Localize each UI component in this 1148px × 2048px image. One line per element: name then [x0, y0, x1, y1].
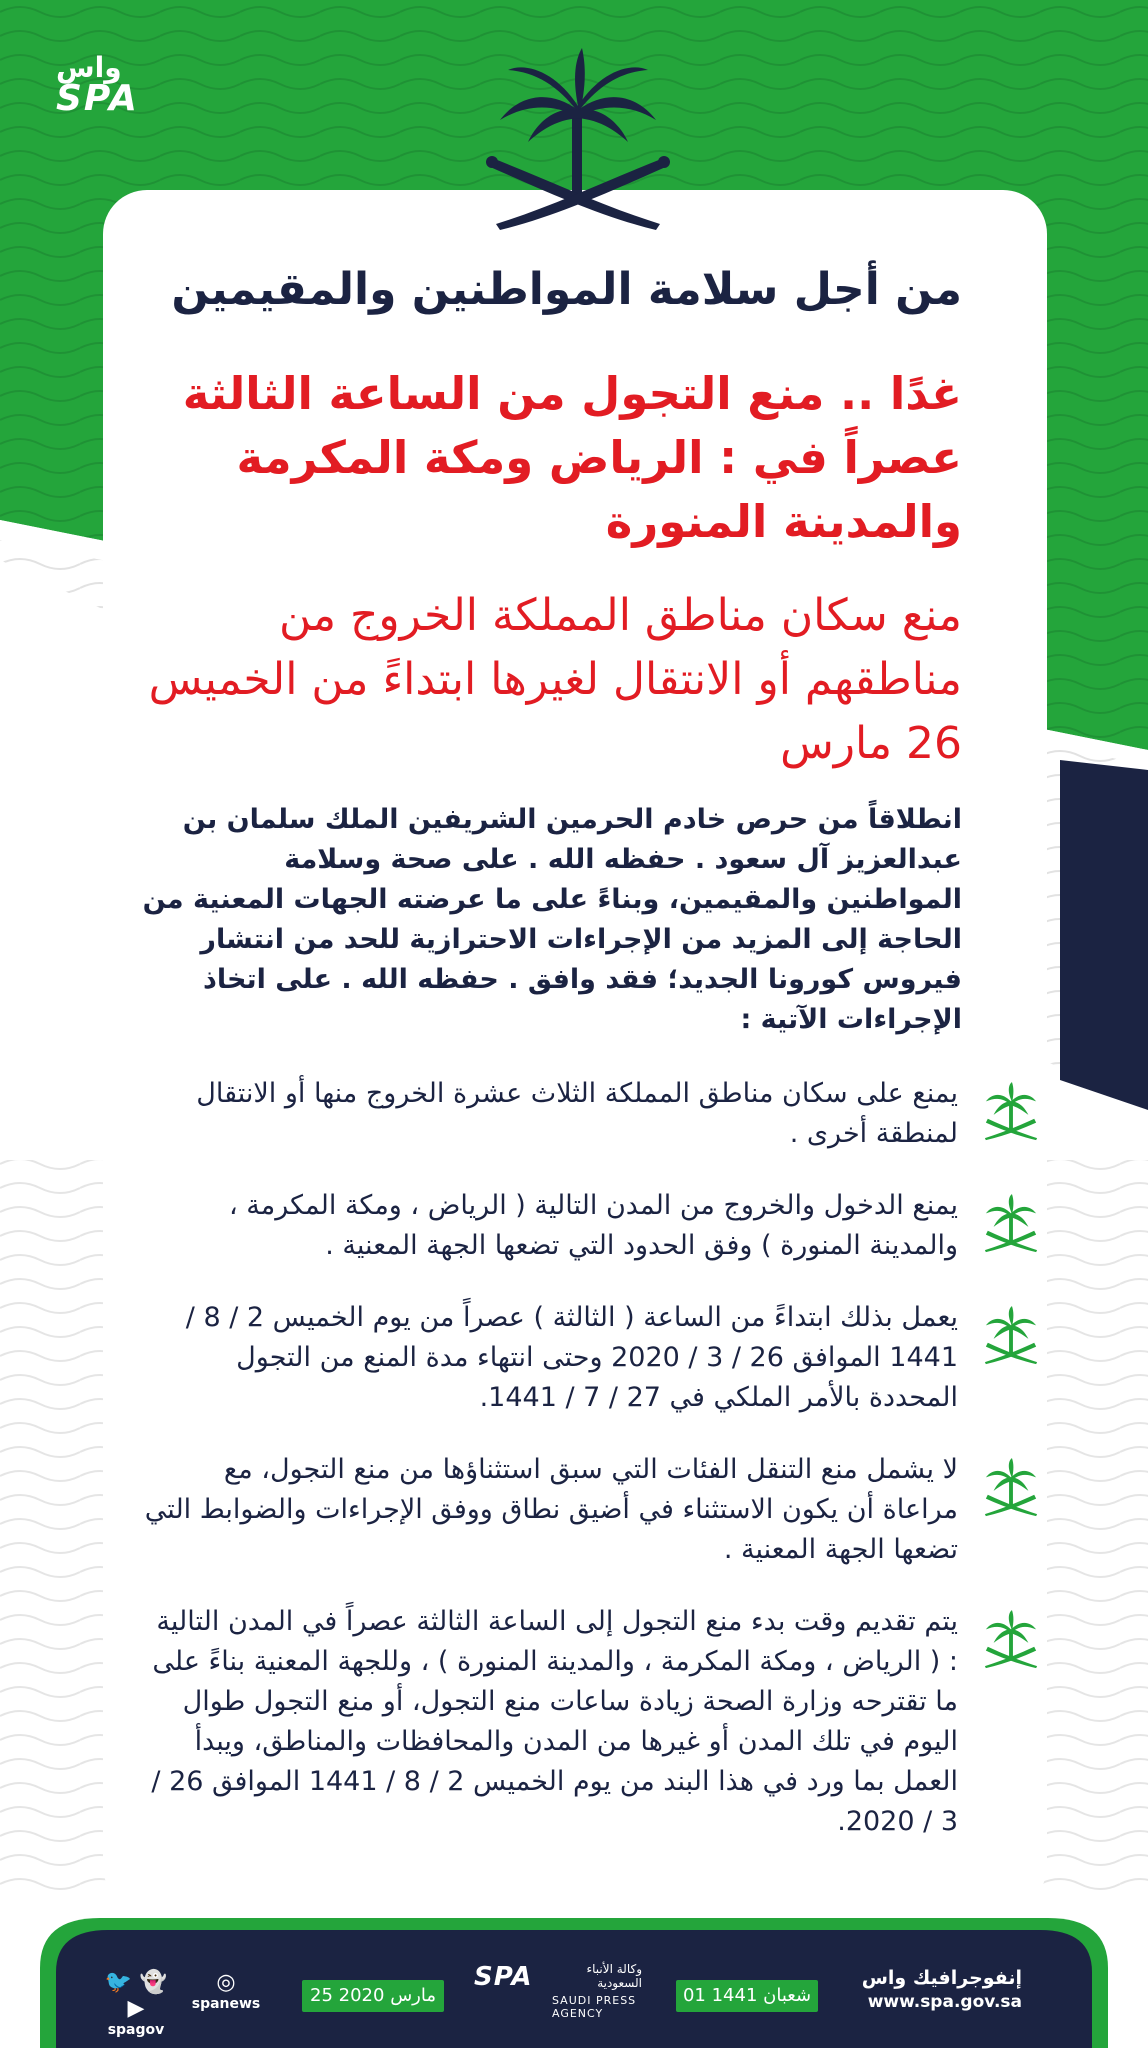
emblem-icon [982, 1194, 1040, 1256]
list-item [140, 1186, 1040, 1266]
social-links-right [186, 1970, 266, 2012]
list-item [140, 1602, 1040, 1842]
list-item-text: لا يشمل منع التنقل الفئات التي سبق استثناؤها من منع التجول، مع مراعاة أن يكون الاستثناء في أضيق نطاق ووفق الإجراءات والضوابط التي تضعها الجهة المعنية . [144, 1454, 958, 1565]
logo-text: SPA [56, 78, 139, 119]
agency-name-english: SAUDI PRESS AGENCY [552, 1994, 637, 2020]
list-item [140, 1074, 1040, 1154]
twitter-icon[interactable]: 🐦 [104, 1970, 133, 1995]
spa-logo [56, 51, 146, 119]
headline-red: غدًا .. منع التجول من الساعة الثالثة عصراً في : الرياض ومكة المكرمة والمدينة المنورة [182, 367, 962, 548]
agency-logo-text: SPA [474, 1962, 533, 1992]
instagram-icon[interactable]: ◎ [216, 1970, 236, 1995]
date-hijri: 01 شعبان 1441 [676, 1980, 818, 2012]
snapchat-icon[interactable]: 👻 [139, 1970, 168, 1995]
list-item-text: يمنع على سكان مناطق المملكة الثلاث عشرة الخروج منها أو الانتقال لمنطقة أخرى . [196, 1078, 958, 1149]
date-gregorian: 25 مارس 2020 [302, 1980, 444, 2012]
emblem-icon [982, 1458, 1040, 1520]
social-links-left [96, 1970, 176, 2038]
list-item [140, 1298, 1040, 1418]
measures-list [140, 1074, 1040, 1874]
emblem-icon [982, 1082, 1040, 1144]
social-handle-spagov[interactable]: spagov [107, 2022, 165, 2038]
logo-arabic-mark: واس [56, 51, 122, 84]
page-title: من أجل سلامة المواطنين والمقيمين [171, 264, 962, 315]
agency-logo [474, 1962, 644, 2026]
list-item-text: يعمل بذلك ابتداءً من الساعة ( الثالثة ) عصراً من يوم الخميس 2 / 8 / 1441 الموافق 26 / 3 / 2020 وحتى انتهاء مدة المنع من التجول المحددة بالأمر الملكي في 27 / 7 / 1441. [185, 1302, 958, 1413]
list-item-text: يمنع الدخول والخروج من المدن التالية ( الرياض ، ومكة المكرمة ، والمدينة المنورة ) وفق الحدود التي تضعها الجهة المعنية . [228, 1190, 958, 1261]
social-handle-spanews[interactable]: spanews [191, 1996, 261, 2012]
subheadline-red: منع سكان مناطق المملكة الخروج من مناطقهم أو الانتقال لغيرها ابتداءً من الخميس 26 مارس [148, 590, 962, 769]
list-item-text: يتم تقديم وقت بدء منع التجول إلى الساعة الثالثة عصراً في المدن التالية : ( الرياض ، ومكة المكرمة ، والمدينة المنورة ) ، وللجهة المعنية بناءً على ما تقترحه وزارة الصحة زيادة ساعات منع التجول، أو منع التجول طوال اليوم في تلك المدن أو غيرها من المدن والمحافظات والمناطق، ويبدأ العمل بما ورد في هذا البند من يوم الخميس 2 / 8 / 1441 الموافق 26 / 3 / 2020. [151, 1606, 958, 1837]
intro-paragraph: انطلاقاً من حرص خادم الحرمين الشريفين الملك سلمان بن عبدالعزيز آل سعود . حفظه الله . على صحة وسلامة المواطنين والمقيمين، وبناءً على ما عرضته الجهات المعنية من الحاجة إلى المزيد من الإجراءات الاحترازية للحد من انتشار فيروس كورونا الجديد؛ فقد وافق . حفظه الله . على اتخاذ الإجراءات الآتية : [142, 804, 962, 1035]
youtube-icon[interactable]: ▶ [127, 1996, 145, 2021]
palm-swords-emblem-icon [478, 48, 678, 238]
footer-brand [852, 1966, 1022, 2014]
emblem-icon [982, 1306, 1040, 1368]
emblem-icon [982, 1610, 1040, 1672]
agency-name-arabic: وكالة الأنباء السعودية [586, 1962, 642, 1990]
infographic-label: إنفوجرافيك واس [861, 1967, 1022, 1989]
list-item [140, 1450, 1040, 1570]
website-link[interactable]: www.spa.gov.sa [867, 1992, 1022, 2012]
